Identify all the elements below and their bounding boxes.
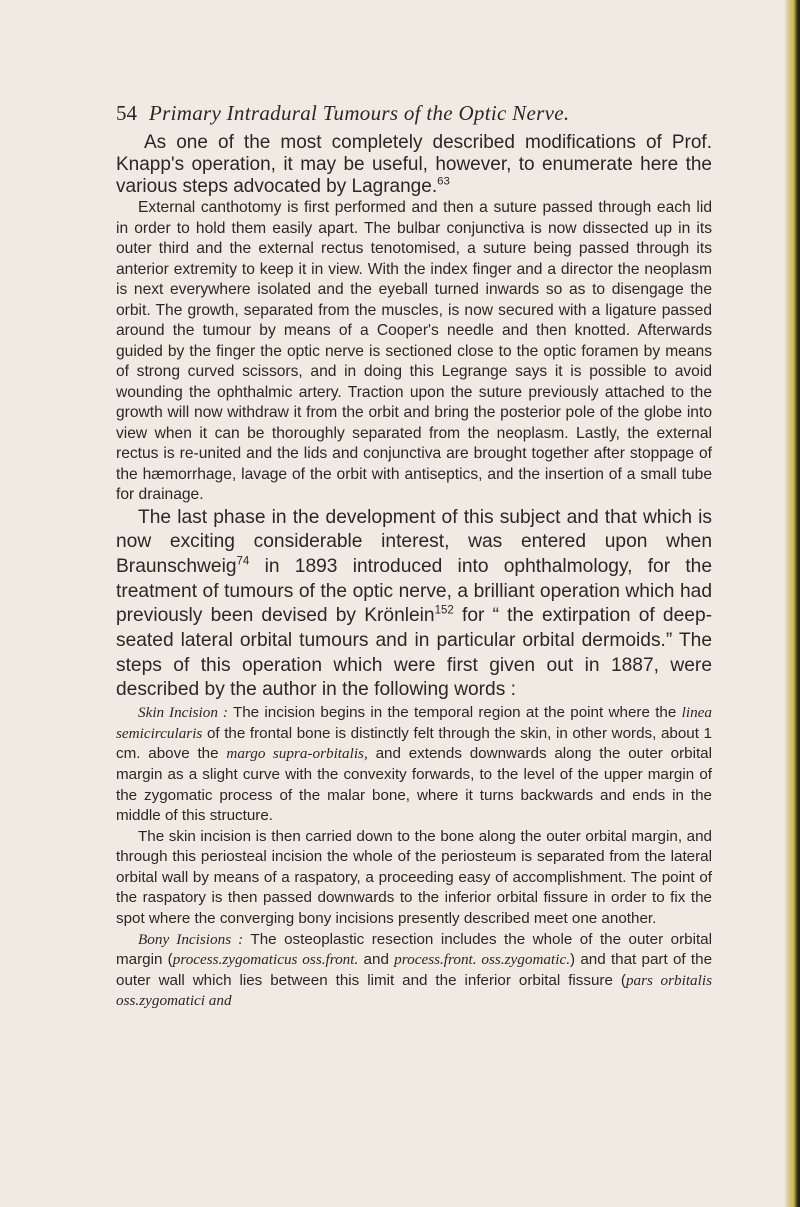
reference-mark: 152 [434,604,454,617]
paragraph-text: As one of the most completely described modifications of Prof. Knapp's operation, it may be useful, however, to enumerate here the various steps advocated by Lagrange. [116,132,712,197]
paragraph-text: The last phase in the development of this subject and that which is now exciting considerable interest, was entered upon when Braunschweig [116,506,712,577]
paragraph-text: and extends downwards along the outer orbital margin as a slight curve with the convexity forwards, to the level of the upper margin of the zygomatic process of the malar bone, where it turns backwards and ends in the middle of this structure. [116,745,712,825]
paragraph-text: and [358,951,395,969]
latin-term: pars orbitalis oss.zygomatici and [116,971,712,1010]
paragraph-lagrange-steps: External canthotomy is first performed and then a suture passed through each lid in order to hold them easily apart. The bulbar conjunctiva is now dissected up in its outer third and the external rectus tenotomised, a suture being passed through its anterior extremity to keep it in view. With the index finger and a director the neoplasm is next everywhere isolated and the eyeball turned inwards so as to disengage the orbit. The growth, separated from the muscles, is now secured with a ligature passed around the tumour by means of a Cooper's needle and then knotted. Afterwards guided by the finger the optic nerve is sectioned close to the optic foramen by means of strong curved scissors, and in doing this Legrange says it is possible to avoid wounding the ophthalmic artery. Traction upon the suture previously attached to the growth will now withdraw it from the orbit and bring the posterior pole of the globe into view when it can be thoroughly separated from the neoplasm. Lastly, the external rectus is re-united and the lids and conjunctiva are brought together after stoppage of the hæmorrhage, lavage of the orbit with antiseptics, and the insertion of a small tube for drainage. [116,199,712,503]
paragraph-text: The incision begins in the temporal region at the point where the [227,704,682,722]
latin-term: margo supra-orbitalis, [226,745,368,763]
paragraph-text: ) and that part of the outer wall which lies between this limit and the inferior orbital fissure ( [116,951,713,989]
latin-term: linea semicircularis [116,704,712,742]
paragraph-skin-incision [116,703,712,827]
latin-term: process.front. oss.zygomatic. [394,951,571,969]
page-number: 54 [116,101,137,125]
section-heading: Bony Incisions : [138,930,244,948]
paragraph-text: of the frontal bone is distinctly felt through the skin, in other words, about 1 cm. above the [116,724,712,763]
reference-mark: 74 [236,555,250,568]
running-title: Primary Intradural Tumours of the Optic Nerve. [149,101,570,125]
paragraph-intro [116,132,712,198]
paragraph-text: for “ the extirpation of deep-seated lateral orbital tumours and in particular orbital dermoids.” The steps of this operation which were first given out in 1887, were described by the author in the following words : [116,605,712,701]
latin-term: process.zygomaticus oss.front. [172,951,359,969]
reference-mark: 63 [437,175,450,188]
paragraph-periosteal-incision: The skin incision is then carried down to the bone along the outer orbital margin, and through this periosteal incision the whole of the periosteum is separated from the lateral orbital wall by means of a raspatory, a proceeding easy of accomplishment. The point of the raspatory is then passed downwards to the inferior orbital fissure in order to fix the spot where the converging bony incisions presently described meet one another. [116,827,712,928]
section-heading: Skin Incision : [138,704,228,722]
paragraph-kronlein [116,506,712,704]
paragraph-text: in 1893 introduced into ophthalmology, for the treatment of tumours of the optic nerve, a brilliant operation which had previously been devised by Krönlein [116,555,712,627]
paragraph-bony-incisions [116,930,712,1012]
paragraph-text: The osteoplastic resection includes the whole of the outer orbital margin ( [116,930,712,969]
page [116,98,712,1012]
page-edge [784,0,800,1207]
running-header [116,98,712,128]
